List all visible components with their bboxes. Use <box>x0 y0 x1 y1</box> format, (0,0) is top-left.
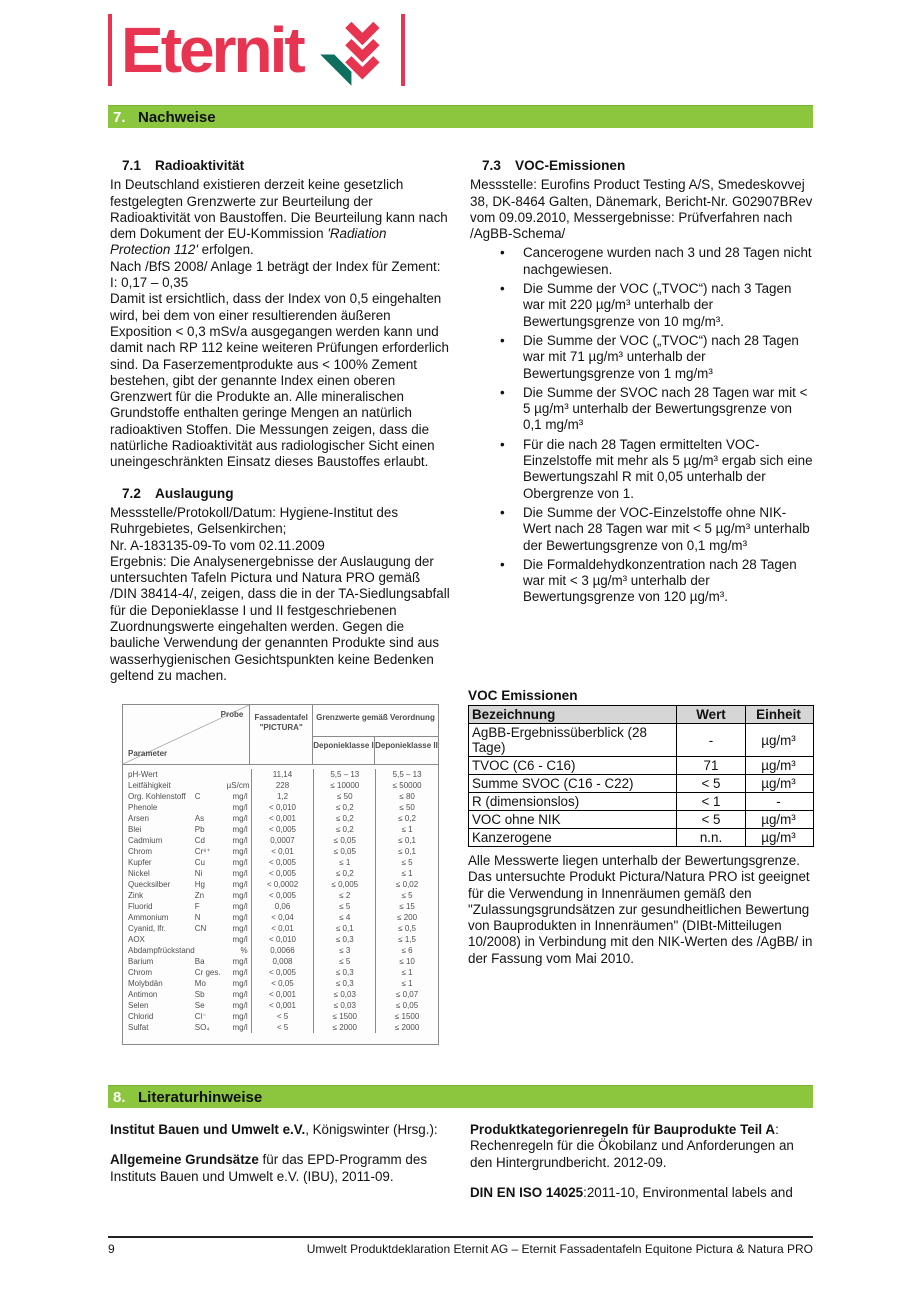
table-cell: Org. Kohlenstoff <box>128 792 186 801</box>
table-cell: mg/l <box>232 814 248 823</box>
table-cell: SO₄ <box>194 1023 210 1032</box>
leach-table-header <box>123 705 438 765</box>
table-row <box>123 901 438 912</box>
spacer <box>110 471 450 486</box>
voc-table-title: VOC Emissionen <box>468 688 578 703</box>
table-cell: ≤ 0,07 <box>375 989 438 1000</box>
table-row <box>123 1011 438 1022</box>
table-cell: mg/l <box>232 792 248 801</box>
table-cell: ≤ 0,5 <box>375 923 438 934</box>
table-cell: % <box>240 946 248 955</box>
table-cell: ≤ 10 <box>375 956 438 967</box>
eternit-diamond-icon <box>313 14 393 92</box>
bullet-icon: • <box>500 281 505 297</box>
page-footer <box>108 1236 813 1256</box>
subsection-number: 7.3 <box>482 158 501 173</box>
table-row <box>469 793 813 811</box>
table-cell: ≤ 10000 <box>313 780 375 791</box>
table-cell: Fluorid <box>128 902 153 911</box>
table-cell: mg/l <box>232 1023 248 1032</box>
logo-bar-right <box>401 14 405 86</box>
table-cell: 1,2 <box>251 791 314 802</box>
table-row <box>123 813 438 824</box>
table-row <box>469 811 813 829</box>
table-cell: ≤ 50000 <box>375 780 438 791</box>
table-cell: AOX <box>128 935 145 944</box>
literature-reference <box>110 1122 450 1138</box>
text-run-italic: 'Radiation Protection 112' <box>110 226 387 258</box>
reference-bold: Allgemeine Grundsätze <box>110 1152 259 1168</box>
table-cell: < 0,005 <box>251 967 314 978</box>
table-cell: Chlorid <box>128 1012 154 1021</box>
table-cell: mg/l <box>232 803 248 812</box>
table-cell: ≤ 0,05 <box>313 835 375 846</box>
bullet-text: Die Summe der SVOC nach 28 Tagen war mit < 5 µg/m³ unterhalb der Bewertungsgrenze von 0,1 mg/m³ <box>523 384 808 433</box>
table-cell: Abdampfrückstand <box>128 946 195 955</box>
table-cell: < 0,005 <box>251 857 314 868</box>
table-cell: mg/l <box>232 913 248 922</box>
table-cell: < 0,010 <box>251 934 314 945</box>
table-cell: Chrom <box>128 847 153 856</box>
table-cell: ≤ 50 <box>313 791 375 802</box>
table-cell: Phenole <box>128 803 158 812</box>
table-cell: ≤ 0,05 <box>375 1000 438 1011</box>
table-cell: ≤ 1 <box>375 868 438 879</box>
bullet-icon: • <box>500 332 505 348</box>
table-cell: Selen <box>128 1001 149 1010</box>
table-cell: Ba <box>194 957 205 966</box>
table-cell: Arsen <box>128 814 149 823</box>
table-cell: Cd <box>194 836 206 845</box>
bullet-icon: • <box>500 556 505 572</box>
page-number: 9 <box>108 1242 115 1256</box>
table-row <box>123 791 438 802</box>
table-cell: Cadmium <box>128 836 163 845</box>
table-cell-value: 71 <box>677 757 746 774</box>
subsection-number: 7.2 <box>122 485 141 501</box>
table-cell: Cl⁻ <box>194 1012 207 1021</box>
voc-table-header-row <box>469 706 813 724</box>
table-cell: Barium <box>128 957 154 966</box>
table-cell: Hg <box>194 880 206 889</box>
section-8-header <box>108 1085 813 1108</box>
table-cell: mg/l <box>232 902 248 911</box>
table-row <box>123 890 438 901</box>
table-row <box>123 989 438 1000</box>
table-cell-value: < 5 <box>677 811 746 828</box>
table-cell: mg/l <box>232 858 248 867</box>
table-cell: Pb <box>194 825 205 834</box>
text-line: "PICTURA" <box>259 723 303 732</box>
table-cell: < 0,010 <box>251 802 314 813</box>
bullet-text: Cancerogene wurden nach 3 und 28 Tagen nicht nachgewiesen. <box>523 245 812 277</box>
section-7-header <box>108 105 813 128</box>
reference-text: , Königswinter (Hrsg.): <box>305 1122 438 1137</box>
reference-bold: Institut Bauen und Umwelt e.V. <box>110 1122 306 1137</box>
table-cell: < 5 <box>251 1011 314 1022</box>
list-item <box>470 385 813 434</box>
table-cell-unit: µg/m³ <box>761 758 796 773</box>
table-row <box>123 1022 438 1033</box>
column-header: Bezeichnung <box>469 706 677 723</box>
table-cell: ≤ 5 <box>375 857 438 868</box>
table-cell-name: TVOC (C6 - C16) <box>469 757 677 774</box>
literature-reference <box>470 1185 813 1201</box>
bullet-icon: • <box>500 504 505 520</box>
table-cell: 0,0066 <box>251 945 314 956</box>
list-item <box>470 437 813 502</box>
table-row <box>123 780 438 791</box>
table-cell: Mo <box>194 979 206 988</box>
table-cell: Ammonium <box>128 913 169 922</box>
voc-emissions-block <box>468 688 814 847</box>
table-cell: mg/l <box>232 1012 248 1021</box>
brand-wordmark: Eternit <box>121 14 303 86</box>
table-row <box>469 829 813 846</box>
table-cell: ≤ 1 <box>375 824 438 835</box>
table-cell-unit: µg/m³ <box>761 776 796 791</box>
table-cell: 5,5 – 13 <box>375 769 438 780</box>
paragraph-leaching-3: Ergebnis: Die Analysenergebnisse der Auslaugung der untersuchten Tafeln Pictura und Natura PRO gemäß /DIN 38414-4/, zeigen, dass die in der TA-Siedlungsabfall für die Deponieklasse I und II festgeschriebenen Zuordnungswerte eingehalten werden. Gegen die bauliche Verwendung der genannten Produkte sind aus wasserhygienischen Gesichtspunkten keine Bedenken geltend zu machen. <box>110 553 450 683</box>
table-row <box>123 923 438 934</box>
table-row <box>123 824 438 835</box>
column-header-dk1: Deponieklasse I <box>313 737 375 764</box>
section-number: 7. <box>113 108 126 126</box>
voc-table <box>468 705 814 847</box>
table-cell: pH-Wert <box>128 770 158 779</box>
table-cell: C <box>194 792 201 801</box>
table-cell: mg/l <box>232 957 248 966</box>
table-cell: N <box>194 913 201 922</box>
table-cell: Leitfähigkeit <box>128 781 171 790</box>
table-cell: Chrom <box>128 968 153 977</box>
table-cell: < 0,001 <box>251 989 314 1000</box>
table-cell-unit: µg/m³ <box>761 732 796 748</box>
table-cell: ≤ 200 <box>375 912 438 923</box>
table-cell: mg/l <box>232 836 248 845</box>
table-cell: ≤ 0,1 <box>375 846 438 857</box>
table-row <box>123 967 438 978</box>
right-column <box>470 158 813 684</box>
table-cell: mg/l <box>232 869 248 878</box>
table-cell: Antimon <box>128 990 158 999</box>
right-column <box>470 1122 813 1215</box>
table-cell: ≤ 5 <box>313 901 375 912</box>
table-cell: Zn <box>194 891 205 900</box>
table-cell: ≤ 2000 <box>375 1022 438 1033</box>
table-cell: ≤ 0,05 <box>313 846 375 857</box>
table-cell: ≤ 0,2 <box>313 868 375 879</box>
table-cell: Quecksilber <box>128 880 171 889</box>
table-row <box>123 846 438 857</box>
table-cell: mg/l <box>232 968 248 977</box>
section-8-columns <box>110 1122 813 1215</box>
table-cell: ≤ 0,2 <box>313 824 375 835</box>
table-cell: ≤ 0,03 <box>313 1000 375 1011</box>
bullet-icon: • <box>500 245 505 261</box>
table-cell: Sulfat <box>128 1023 149 1032</box>
table-cell: ≤ 0,1 <box>375 835 438 846</box>
reference-bold: DIN EN ISO 14025 <box>470 1184 584 1200</box>
table-cell: ≤ 50 <box>375 802 438 813</box>
table-cell: 11,14 <box>251 769 314 780</box>
column-header-dk2: Deponieklasse II <box>375 741 438 750</box>
table-row <box>123 1000 438 1011</box>
table-cell: < 0,05 <box>251 978 314 989</box>
table-cell: As <box>194 814 205 823</box>
table-cell: < 0,005 <box>251 824 314 835</box>
literature-reference <box>470 1122 813 1171</box>
table-cell: < 0,001 <box>251 813 314 824</box>
list-item <box>470 505 813 554</box>
table-cell: Kupfer <box>128 858 152 867</box>
table-cell: mg/l <box>232 979 248 988</box>
reference-bold: Produktkategorienregeln für Bauprodukte Teil A <box>470 1122 776 1137</box>
heading-7-1 <box>110 158 450 174</box>
table-cell-name: R (dimensionslos) <box>469 793 677 810</box>
table-cell: mg/l <box>232 990 248 999</box>
table-cell-value: < 5 <box>677 775 746 792</box>
table-cell: ≤ 4 <box>313 912 375 923</box>
bullet-text: Die Summe der VOC („TVOC“) nach 28 Tagen war mit 71 µg/m³ unterhalb der Bewertungsgrenze von 1 mg/m³ <box>523 332 799 381</box>
reference-text: :2011-10, Environmental labels and <box>583 1184 793 1200</box>
bullet-text: Für die nach 28 Tagen ermittelten VOC-Einzelstoffe mit mehr als 5 µg/m³ ergab sich eine Bewertungszahl R mit 0,05 unterhalb der Obergrenze von 1. <box>523 436 813 501</box>
row-header-parameter: Parameter <box>128 749 168 758</box>
table-cell: 0,06 <box>251 901 314 912</box>
footer-title: Umwelt Produktdeklaration Eternit AG – Eternit Fassadentafeln Equitone Pictura & Natura PRO <box>306 1242 813 1256</box>
left-column <box>110 1122 450 1215</box>
table-cell-unit: µg/m³ <box>761 812 796 827</box>
table-cell: ≤ 0,1 <box>313 923 375 934</box>
table-cell: ≤ 0,3 <box>313 967 375 978</box>
text-run: In Deutschland existieren derzeit keine gesetzlich festgelegten Grenzwerte zur Beurteilung der Radioaktivität von Baustoffen. Die Beurteilung kann nach dem Dokument der EU-Kommission <box>110 177 448 242</box>
table-row <box>123 802 438 813</box>
table-cell-name: VOC ohne NIK <box>469 811 677 828</box>
table-cell: mg/l <box>232 1001 248 1010</box>
column-header: Einheit <box>756 707 801 722</box>
table-cell-name: AgBB-Ergebnissüberblick (28 Tage) <box>469 724 677 756</box>
reference-text: für das EPD-Programm des Instituts Bauen und Umwelt e.V. (IBU), 2011-09. <box>110 1152 428 1184</box>
table-row <box>123 857 438 868</box>
table-row <box>123 879 438 890</box>
bullet-text: Die Summe der VOC („TVOC“) nach 3 Tagen war mit 220 µg/m³ unterhalb der Bewertungsgrenze von 10 mg/m³. <box>523 281 792 329</box>
subsection-title: Radioaktivität <box>155 158 245 173</box>
bullet-icon: • <box>500 384 505 400</box>
table-cell: ≤ 2 <box>313 890 375 901</box>
table-row <box>123 934 438 945</box>
bullet-text: Die Formaldehydkonzentration nach 28 Tagen war mit < 3 µg/m³ unterhalb der Bewertungsgrenze von 120 µg/m³. <box>523 556 797 605</box>
table-row <box>123 978 438 989</box>
paragraph-radioactivity-2: Nach /BfS 2008/ Anlage 1 beträgt der Index für Zement: I: 0,17 – 0,35 <box>110 258 441 291</box>
paragraph-voc-conclusion: Alle Messwerte liegen unterhalb der Bewertungsgrenze. Das untersuchte Produkt Pictura/Natura PRO ist geeignet für die Verwendung in Innenräumen gemäß den "Zulassungsgrundsätzen zur gesundheitlichen Bewertung von Bauprodukten in Innenräumen" (DIBt-Mitteilugen 10/2008) in Verbindung mit den NIK-Werten des /AgBB/ in der Fassung vom Mai 2010. <box>468 853 813 966</box>
table-cell: ≤ 15 <box>375 901 438 912</box>
paragraph-voc-intro: Messstelle: Eurofins Product Testing A/S, Smedeskovvej 38, DK-8464 Galten, Dänemark, Bericht-Nr. G02907BRev vom 09.09.2010, Messergebnisse: Prüfverfahren nach /AgBB-Schema/ <box>470 177 813 242</box>
table-cell: ≤ 0,2 <box>375 813 438 824</box>
table-cell: ≤ 5 <box>313 956 375 967</box>
paragraph-radioactivity-1 <box>110 177 450 258</box>
table-cell: < 0,01 <box>251 923 314 934</box>
table-cell: 0,008 <box>251 956 314 967</box>
column-header-probe: Probe <box>220 710 244 719</box>
table-cell: mg/l <box>232 935 248 944</box>
table-cell: 228 <box>251 780 314 791</box>
table-cell: ≤ 1,5 <box>375 934 438 945</box>
table-cell-value: - <box>677 724 746 756</box>
table-cell: Cyanid, lfr. <box>128 924 166 933</box>
leaching-results-table <box>122 704 439 1045</box>
table-cell: mg/l <box>232 880 248 889</box>
table-row <box>469 775 813 793</box>
table-cell: < 0,04 <box>251 912 314 923</box>
table-cell: < 0,001 <box>251 1000 314 1011</box>
table-cell: Se <box>194 1001 205 1010</box>
table-cell: ≤ 6 <box>375 945 438 956</box>
table-cell: ≤ 0,03 <box>313 989 375 1000</box>
voc-bullet-list <box>470 245 813 605</box>
column-group-limits <box>313 705 438 764</box>
eternit-logo <box>108 12 405 92</box>
table-cell: ≤ 80 <box>375 791 438 802</box>
table-cell: Cr ges. <box>194 968 221 977</box>
voc-table-body <box>469 724 813 846</box>
bullet-text: Die Summe der VOC-Einzelstoffe ohne NIK-Wert nach 28 Tagen war mit < 5 µg/m³ unterhalb der Bewertungsgrenze von 0,1 mg/m³ <box>523 504 810 553</box>
table-row <box>469 757 813 775</box>
table-cell: mg/l <box>232 825 248 834</box>
table-cell: ≤ 2000 <box>313 1022 375 1033</box>
table-cell: ≤ 3 <box>313 945 375 956</box>
subsection-title: Auslaugung <box>155 485 234 501</box>
section-title: Literaturhinweise <box>138 1088 263 1106</box>
table-cell: ≤ 1 <box>375 978 438 989</box>
table-cell: ≤ 1 <box>313 857 375 868</box>
section-title: Nachweise <box>138 108 216 126</box>
list-item <box>470 245 813 278</box>
table-cell-unit: µg/m³ <box>761 830 796 845</box>
table-cell: ≤ 5 <box>375 890 438 901</box>
table-cell: < 0,0002 <box>251 879 314 890</box>
section-7-columns <box>110 158 813 684</box>
text-run: erfolgen. <box>197 242 254 258</box>
table-cell: < 0,005 <box>251 868 314 879</box>
table-cell: Nickel <box>128 869 150 878</box>
column-header-pictura <box>250 705 313 764</box>
reference-text: : Rechenregeln für die Ökobilanz und Anforderungen an den Hintergrundbericht. 2012-09. <box>470 1122 794 1170</box>
table-cell: Ni <box>194 869 203 878</box>
literature-reference <box>110 1152 450 1185</box>
table-cell-value: n.n. <box>677 829 746 846</box>
table-row <box>123 835 438 846</box>
table-cell: CN <box>194 924 207 933</box>
logo-bar-left <box>108 14 112 86</box>
table-cell: Molybdän <box>128 979 163 988</box>
text-line: Fassadentafel <box>254 713 308 722</box>
table-cell: Sb <box>194 990 205 999</box>
list-item <box>470 333 813 382</box>
heading-7-3 <box>470 158 813 174</box>
table-cell: ≤ 0,3 <box>313 978 375 989</box>
table-cell: Cu <box>194 858 206 867</box>
table-cell-name: Summe SVOC (C16 - C22) <box>469 775 677 792</box>
column-group-header: Grenzwerte gemäß Verordnung <box>313 705 438 737</box>
leach-corner-cell <box>123 705 250 764</box>
paragraph-radioactivity-3: Damit ist ersichtlich, dass der Index von 0,5 eingehalten wird, bei dem von einer resultierenden äußeren Exposition < 0,3 mSv/a ausgegangen werden kann und damit nach RP 112 keine weiteren Prüfungen erforderlich sind. Da Faserzementprodukte aus < 100% Zement bestehen, gibt der genannte Index einen oberen Grenzwert für die Produkte an. Alle mineralischen Grundstoffe enthalten geringe Mengen an natürlich radioaktiven Stoffen. Die Messungen zeigen, dass die natürliche Radioaktivität aus radiologischer Sicht einen uneingeschränkten Einsatz dieses Baustoffes erlaubt. <box>110 291 449 470</box>
table-row <box>123 945 438 956</box>
bullet-icon: • <box>500 436 505 452</box>
table-cell: ≤ 1500 <box>313 1011 375 1022</box>
table-row <box>123 769 438 780</box>
table-cell: µS/cm <box>226 781 250 790</box>
table-cell: < 0,005 <box>251 890 314 901</box>
table-cell: Blei <box>128 825 142 834</box>
table-cell: ≤ 1500 <box>375 1011 438 1022</box>
table-cell-name: Kanzerogene <box>469 829 677 846</box>
table-cell: < 0,01 <box>251 846 314 857</box>
table-cell: mg/l <box>232 924 248 933</box>
table-cell: 0,0007 <box>251 835 314 846</box>
subsection-number: 7.1 <box>122 158 141 173</box>
table-cell: Zink <box>128 891 144 900</box>
table-cell: ≤ 0,2 <box>313 802 375 813</box>
paragraph-leaching-2: Nr. A-183135-09-To vom 02.11.2009 <box>110 537 325 553</box>
table-cell: ≤ 0,3 <box>313 934 375 945</box>
column-subheaders <box>313 737 438 764</box>
left-column <box>110 158 450 684</box>
section-number: 8. <box>113 1088 126 1106</box>
list-item <box>470 557 813 606</box>
table-cell: < 5 <box>251 1022 314 1033</box>
table-cell: ≤ 0,02 <box>375 879 438 890</box>
table-row <box>123 868 438 879</box>
table-cell: ≤ 0,005 <box>313 879 375 890</box>
heading-7-2 <box>110 486 450 502</box>
table-cell-value: < 1 <box>677 793 746 810</box>
paragraph-leaching-1: Messstelle/Protokoll/Datum: Hygiene-Institut des Ruhrgebietes, Gelsenkirchen; <box>110 504 399 537</box>
table-cell: ≤ 0,2 <box>313 813 375 824</box>
table-cell: 5,5 – 13 <box>313 769 375 780</box>
table-cell: ≤ 1 <box>375 967 438 978</box>
table-cell-unit: - <box>776 794 781 809</box>
leach-table-body <box>123 765 438 1033</box>
table-cell: mg/l <box>232 847 248 856</box>
table-row <box>469 724 813 757</box>
subsection-title: VOC-Emissionen <box>515 158 626 173</box>
column-header: Wert <box>677 706 746 723</box>
table-cell: Cr⁶⁺ <box>194 847 211 856</box>
list-item <box>470 281 813 330</box>
table-row <box>123 912 438 923</box>
table-cell: mg/l <box>232 891 248 900</box>
table-cell: F <box>194 902 200 911</box>
table-row <box>123 956 438 967</box>
